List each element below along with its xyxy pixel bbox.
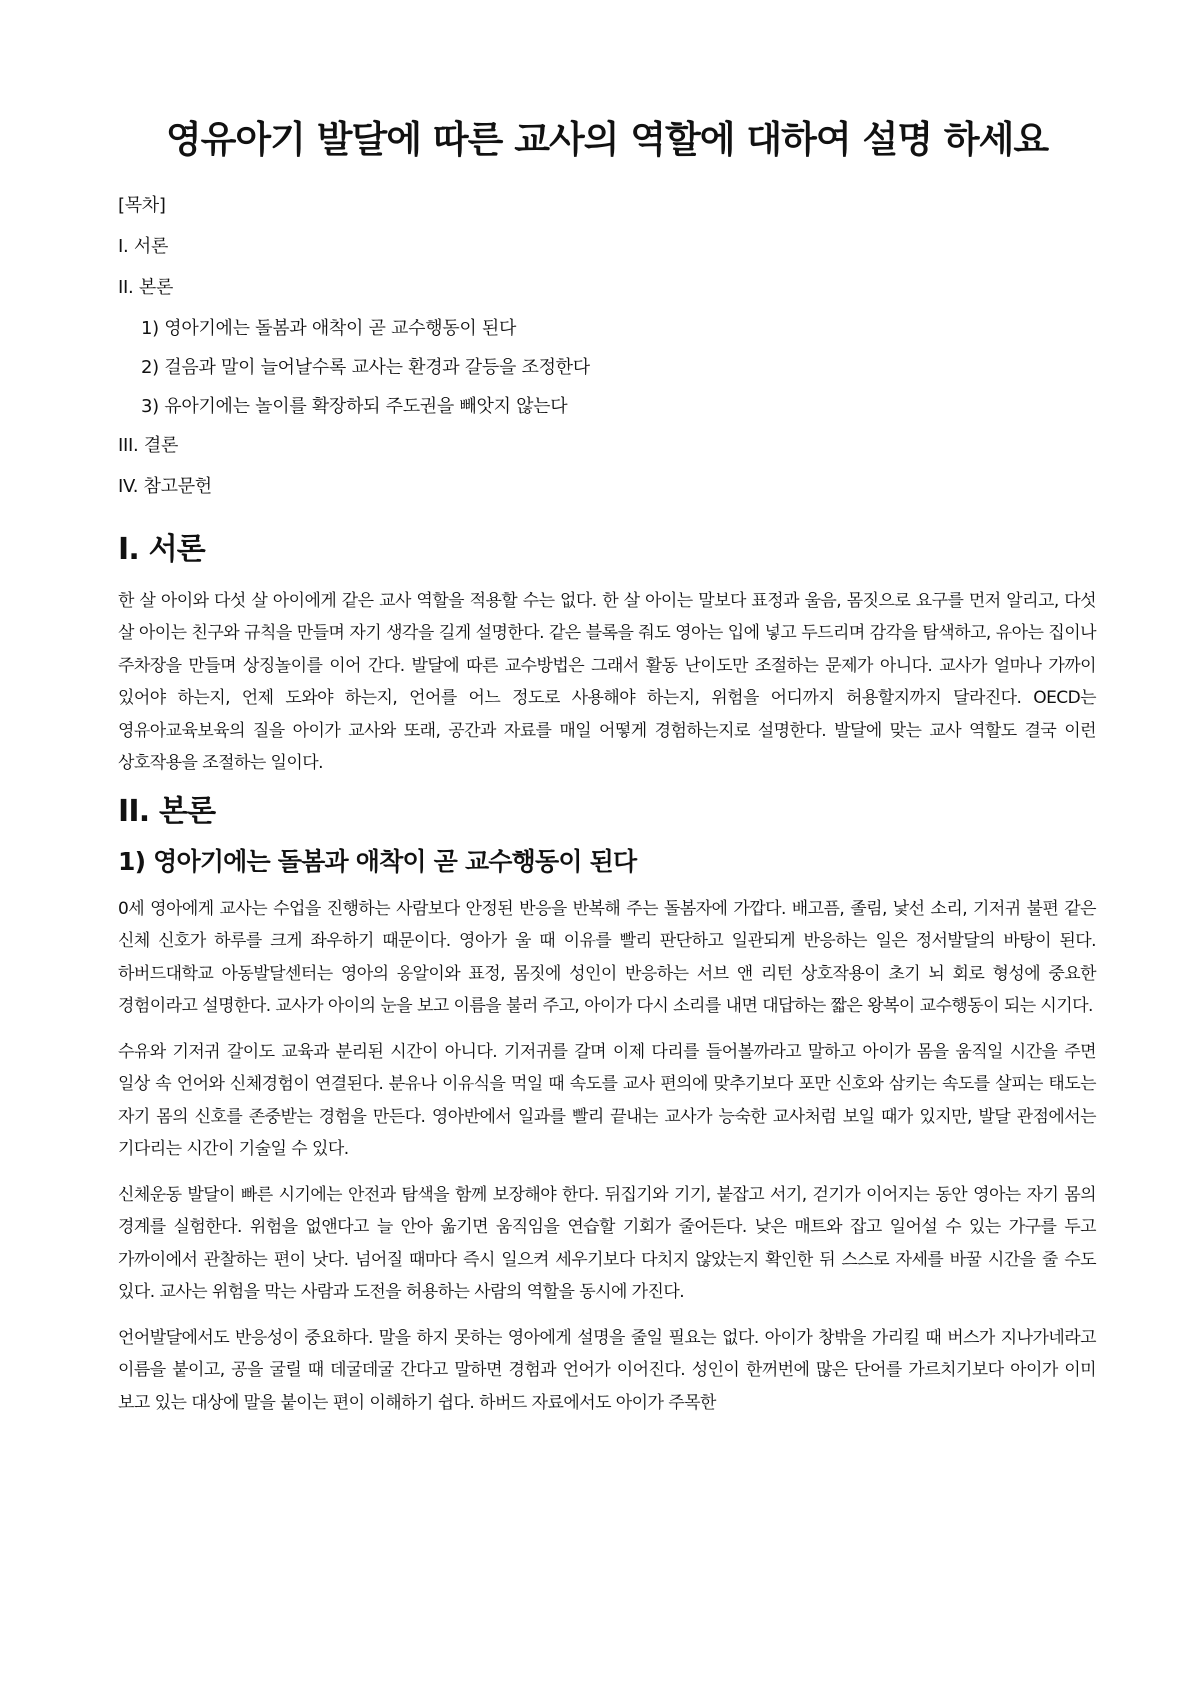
intro-section	[118, 531, 1096, 780]
table-of-contents	[118, 196, 1096, 497]
body-paragraph: 0세 영아에게 교사는 수업을 진행하는 사람보다 안정된 반응을 반복해 주는 돌봄자에 가깝다. 배고픔, 졸림, 낯선 소리, 기저귀 불편 같은 신체 신호가 하루를 크게 좌우하기 때문이다. 영아가 울 때 이유를 빨리 판단하고 일관되게 반응하는 일은 정서발달의 바탕이 된다. 하버드대학교 아동발달센터는 영아의 옹알이와 표정, 몸짓에 성인이 반응하는 서브 앤 리턴 상호작용이 초기 뇌 회로 형성에 중요한 경험이라고 설명한다. 교사가 아이의 눈을 보고 이름을 불러 주고, 아이가 다시 소리를 내면 대답하는 짧은 왕복이 교수행동이 되는 시기다.	[118, 898, 1096, 1017]
subsection-infancy	[118, 846, 1096, 1419]
toc-item-body-1: 1) 영아기에는 돌봄과 애착이 곧 교수행동이 된다	[141, 318, 517, 340]
toc-item-body: II. 본론	[118, 277, 174, 299]
toc-item-references: IV. 참고문헌	[118, 476, 212, 498]
subsection-heading: 1) 영아기에는 돌봄과 애착이 곧 교수행동이 된다	[118, 847, 637, 877]
body-section	[118, 793, 1096, 1420]
intro-paragraph: 한 살 아이와 다섯 살 아이에게 같은 교사 역할을 적용할 수는 없다. 한 살 아이는 말보다 표정과 울음, 몸짓으로 요구를 먼저 알리고, 다섯 살 아이는 친구와 규칙을 만들며 자기 생각을 길게 설명한다. 같은 블록을 줘도 영아는 입에 넣고 두드리며 감각을 탐색하고, 유아는 집이나 주차장을 만들며 상징놀이를 이어 간다. 발달에 따른 교수방법은 그래서 활동 난이도만 조절하는 문제가 아니다. 교사가 얼마나 가까이 있어야 하는지, 언제 도와야 하는지, 언어를 어느 정도로 사용해야 하는지, 위험을 어디까지 허용할지까지 달라진다. OECD는 영유아교육보육의 질을 아이가 교사와 또래, 공간과 자료를 매일 어떻게 경험하는지로 설명한다. 발달에 맞는 교사 역할도 결국 이런 상호작용을 조절하는 일이다.	[118, 590, 1096, 774]
body-paragraph: 언어발달에서도 반응성이 중요하다. 말을 하지 못하는 영아에게 설명을 줄일 필요는 없다. 아이가 창밖을 가리킬 때 버스가 지나가네라고 이름을 붙이고, 공을 굴릴 때 데굴데굴 간다고 말하면 경험과 언어가 이어진다. 성인이 한꺼번에 많은 단어를 가르치기보다 아이가 이미 보고 있는 대상에 말을 붙이는 편이 이해하기 쉽다. 하버드 자료에서도 아이가 주목한	[118, 1327, 1096, 1413]
toc-heading: [목차]	[118, 195, 166, 217]
document-title: 영유아기 발달에 따른 교사의 역할에 대하여 설명 하세요	[165, 118, 1049, 161]
toc-item-body-2: 2) 걸음과 말이 늘어날수록 교사는 환경과 갈등을 조정한다	[141, 357, 590, 379]
intro-heading: I. 서론	[118, 532, 205, 568]
toc-item-intro: I. 서론	[118, 236, 169, 258]
toc-item-conclusion: III. 결론	[118, 435, 179, 457]
toc-item-body-3: 3) 유아기에는 놀이를 확장하되 주도권을 빼앗지 않는다	[141, 396, 568, 418]
body-paragraph: 신체운동 발달이 빠른 시기에는 안전과 탐색을 함께 보장해야 한다. 뒤집기와 기기, 붙잡고 서기, 걷기가 이어지는 동안 영아는 자기 몸의 경계를 실험한다. 위험을 없앤다고 늘 안아 옮기면 움직임을 연습할 기회가 줄어든다. 낮은 매트와 잡고 일어설 수 있는 가구를 두고 가까이에서 관찰하는 편이 낫다. 넘어질 때마다 즉시 일으켜 세우기보다 다치지 않았는지 확인한 뒤 스스로 자세를 바꿀 시간을 줄 수도 있다. 교사는 위험을 막는 사람과 도전을 허용하는 사람의 역할을 동시에 가진다.	[118, 1184, 1096, 1303]
body-heading: II. 본론	[118, 793, 216, 829]
body-paragraph: 수유와 기저귀 갈이도 교육과 분리된 시간이 아니다. 기저귀를 갈며 이제 다리를 들어볼까라고 말하고 아이가 몸을 움직일 시간을 주면 일상 속 언어와 신체경험이 연결된다. 분유나 이유식을 먹일 때 속도를 교사 편의에 맞추기보다 포만 신호와 삼키는 속도를 살피는 태도는 자기 몸의 신호를 존중받는 경험을 만든다. 영아반에서 일과를 빨리 끝내는 교사가 능숙한 교사처럼 보일 때가 있지만, 발달 관점에서는 기다리는 시간이 기술일 수 있다.	[118, 1041, 1096, 1160]
